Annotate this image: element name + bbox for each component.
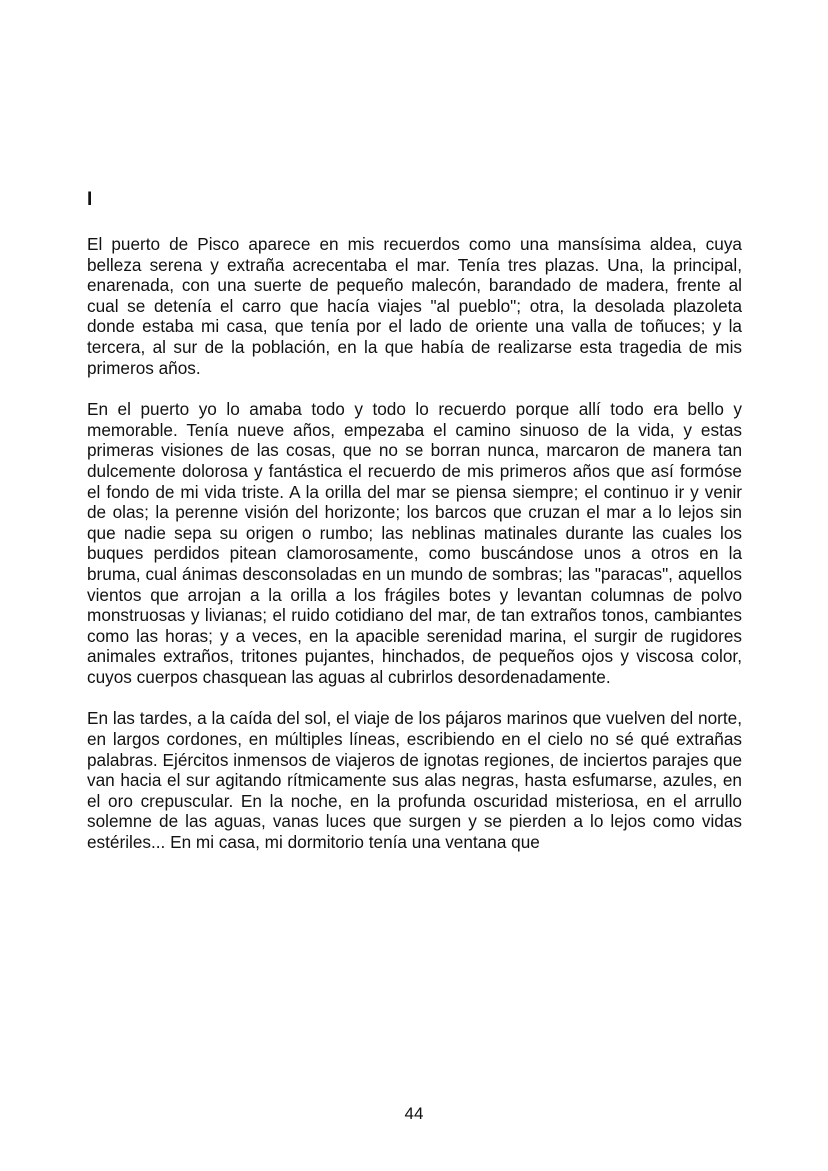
chapter-heading: I: [87, 189, 93, 210]
paragraph-1: El puerto de Pisco aparece en mis recuerdos como una mansísima aldea, cuya belleza serena y extraña acrecentaba el mar. Tenía tres plazas. Una, la principal, enarenada, con una suerte de pequeño malecón, barandado de madera, frente al cual se detenía el carro que hacía viajes "al pueblo"; otra, la desolada plazoleta donde estaba mi casa, que tenía por el lado de oriente una valla de toñuces; y la tercera, al sur de la población, en la que había de realizarse esta tragedia de mis primeros años.: [87, 234, 742, 378]
paragraph-2: En el puerto yo lo amaba todo y todo lo recuerdo porque allí todo era bello y memorable. Tenía nueve años, empezaba el camino sinuoso de la vida, y estas primeras visiones de las cosas, que no se borran nunca, marcaron de manera tan dulcemente dolorosa y fantástica el recuerdo de mis primeros años que así formóse el fondo de mi vida triste. A la orilla del mar se piensa siempre; el continuo ir y venir de olas; la perenne visión del horizonte; los barcos que cruzan el mar a lo lejos sin que nadie sepa su origen o rumbo; las neblinas matinales durante las cuales los buques perdidos pitean clamorosamente, como buscándose unos a otros en la bruma, cual ánimas desconsoladas en un mundo de sombras; las "paracas", aquellos vientos que arrojan a la orilla a los frágiles botes y levantan columnas de polvo monstruosas y livianas; el ruido cotidiano del mar, de tan extraños tonos, cambiantes como las horas; y a veces, en la apacible serenidad marina, el surgir de rugidores animales extraños, tritones pujantes, hinchados, de pequeños ojos y viscosa color, cuyos cuerpos chasquean las aguas al cubrirlos desordenadamente.: [87, 399, 742, 687]
body-text: [87, 234, 742, 874]
page-number: 44: [404, 1104, 424, 1123]
paragraph-3: En las tardes, a la caída del sol, el viaje de los pájaros marinos que vuelven del norte, en largos cordones, en múltiples líneas, escribiendo en el cielo no sé qué extrañas palabras. Ejércitos inmensos de viajeros de ignotas regiones, de inciertos parajes que van hacia el sur agitando rítmicamente sus alas negras, hasta esfumarse, azules, en el oro crepuscular. En la noche, en la profunda oscuridad misteriosa, en el arrullo solemne de las aguas, vanas luces que surgen y se pierden a lo lejos como vidas estériles... En mi casa, mi dormitorio tenía una ventana que: [87, 708, 742, 853]
